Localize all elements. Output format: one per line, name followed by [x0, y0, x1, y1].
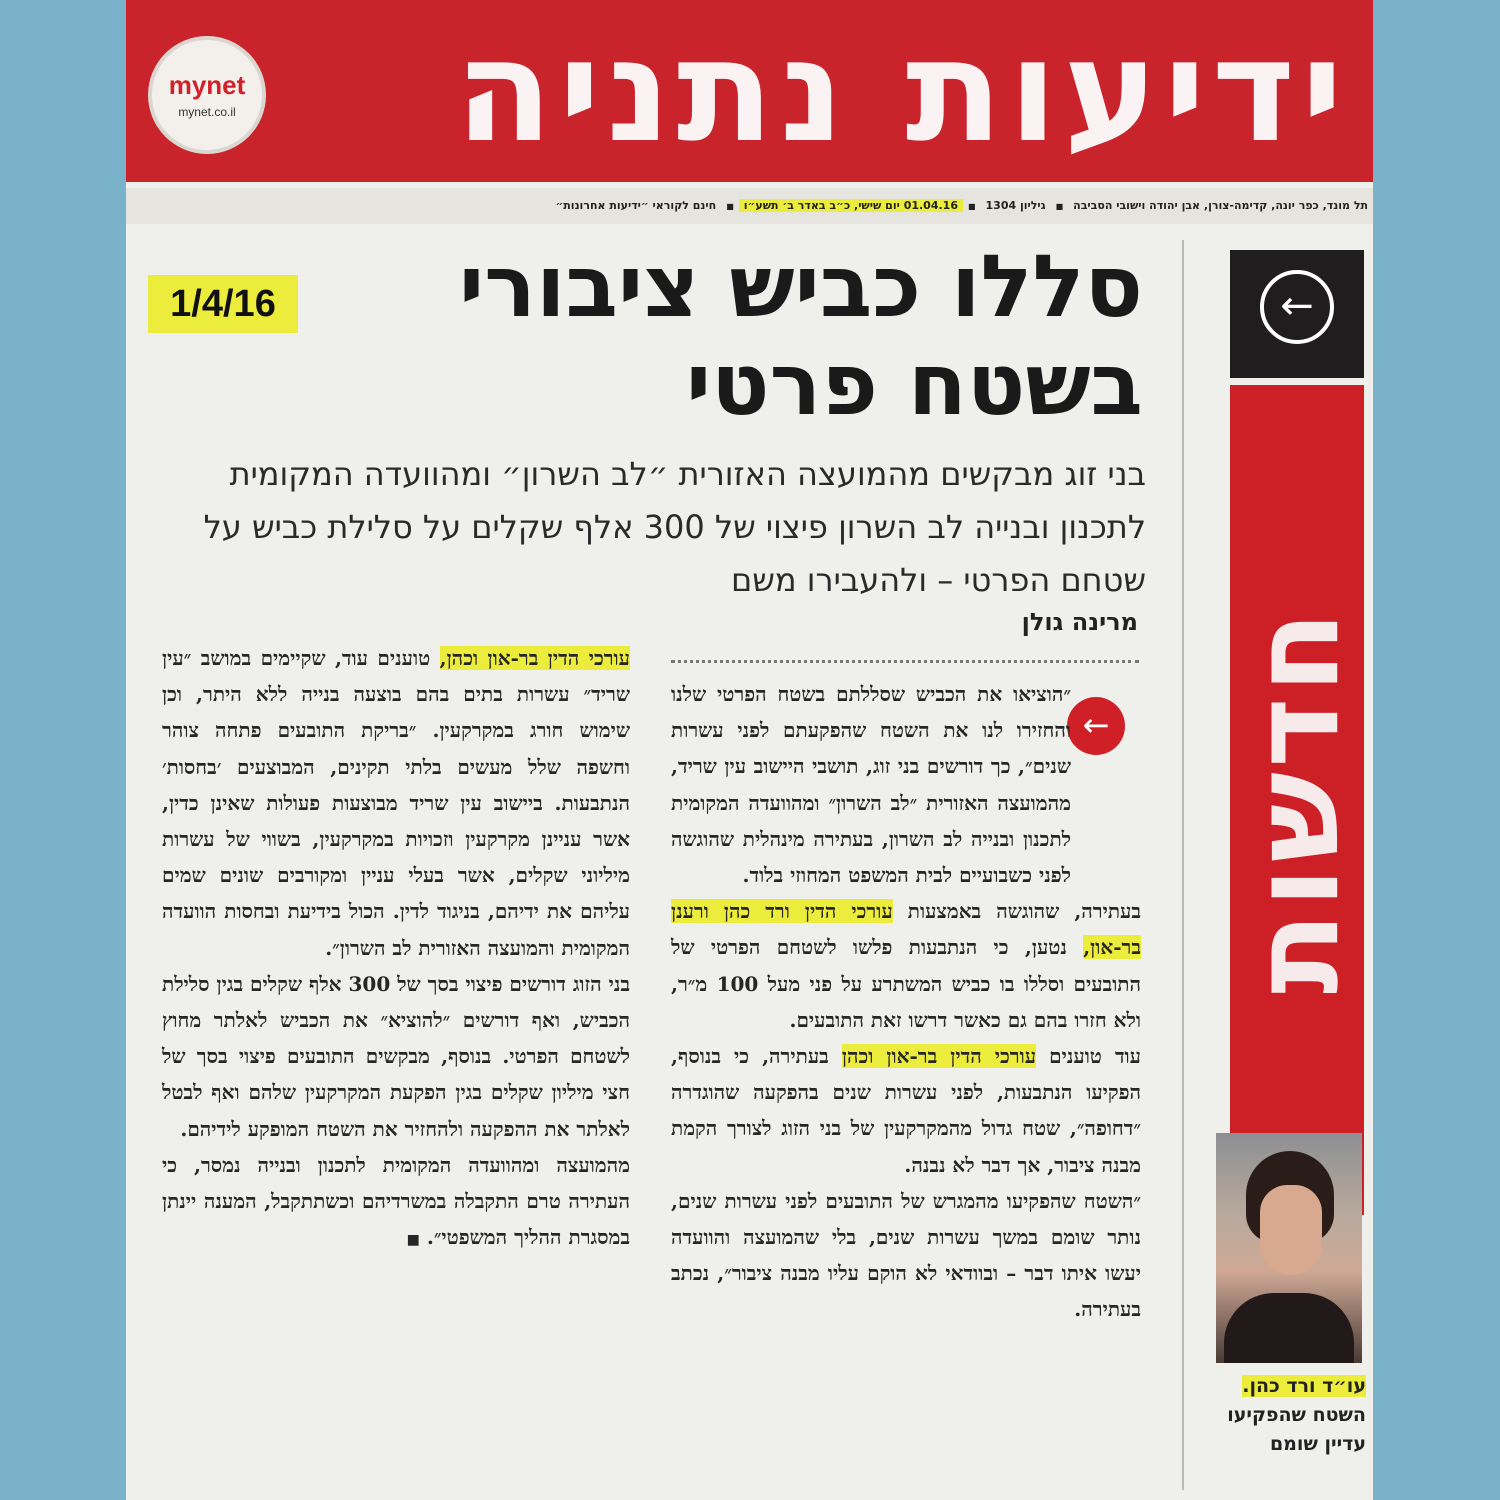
photo-caption: [1226, 1372, 1366, 1459]
headline-line-1: סללו כביש ציבורי: [458, 237, 1143, 337]
author-byline: מרינה גולן: [1021, 608, 1138, 636]
lawyers-highlight: עורכי הדין בר-און וכהן,: [439, 646, 630, 670]
masthead: [126, 0, 1373, 182]
caption-highlight: עו״ד ורד כהן.: [1242, 1375, 1366, 1397]
dateline-free: חינם לקוראי ״ידיעות אחרונות״: [555, 199, 717, 212]
paragraph: בעתירה, שהוגשה באמצעות עורכי הדין ורד כהן ורענן בר-און, נטען, כי הנתבעות פלשו לשטחם הפרטי של התובעים וסללו בו כביש המשתרע על פני מעל 100 מ״ר, ולא חזרו בהם גם כאשר דרשו זאת התובעים.: [671, 899, 1142, 1032]
article-headline: [243, 238, 1143, 434]
end-mark: ■: [406, 1232, 420, 1249]
lawyers-highlight: עורכי הדין בר-און וכהן: [841, 1044, 1037, 1069]
lawyer-photo: [1216, 1133, 1362, 1363]
paragraph: בני הזוג דורשים פיצוי בסך של 300 אלף שקלים בגין סלילת הכביש, ואף דורשים ״להוציא״ את הכביש לאלתר מחוץ לשטחם הפרטי. בנוסף, מבקשים התובעים פיצוי בסך של חצי מיליון שקלים בגין הפקעת המקרקעין שלהם ואף לבטל לאלתר את ההפקעה ולהחזיר את השטח המופקע לידיהם.: [162, 971, 630, 1141]
caption-text: השטח שהפקיעו עדיין שומם: [1227, 1404, 1366, 1455]
article-column-right: [671, 676, 1141, 1328]
sidebar-arrow-box: [1230, 250, 1364, 378]
logo-brand: mynet: [168, 70, 246, 100]
dateline-areas: תל מונד, כפר יונה, קדימה-צורן, אבן יהודה וישובי הסביבה: [1073, 199, 1368, 212]
dateline-issue: גיליון 1304: [985, 199, 1046, 212]
byline-dotted-rule: [671, 660, 1139, 663]
sidebar-section-band: [1227, 385, 1367, 1215]
mynet-logo: [152, 40, 262, 150]
lawyers-highlight: עורכי הדין ורד כהן ורענן בר-און,: [671, 899, 1141, 960]
paragraph: עוד טוענים עורכי הדין בר-און וכהן בעתירה, כי בנוסף, הפקיעו הנתבעות, לפני עשרות שנים בהפקעה שהוגדרה ״דחופה״, שטח גדול מהמקרקעין של בני הזוג לצורך הקמת מבנה ציבור, אך דבר לא נבנה.: [671, 1044, 1141, 1177]
section-label: חדשות: [1227, 606, 1367, 994]
date-highlight-badge: 1/4/16: [148, 275, 298, 333]
arrow-left-icon: ←: [1067, 697, 1125, 755]
article-column-left: [162, 640, 630, 1258]
dateline-bar: תל מונד, כפר יונה, קדימה-צורן, אבן יהודה וישובי הסביבה■גיליון 1304■01.04.16 יום שישי, כ״ב באדר ב׳ תשע״ו■חינם לקוראי ״ידיעות אחרונות״: [126, 188, 1373, 224]
headline-line-2: בשטח פרטי: [685, 335, 1143, 435]
paragraph: עורכי הדין בר-און וכהן, טוענים עוד, שקיימים במושב ״עין שריד״ עשרות בתים בהם בוצעה בנייה ללא היתר, וכן שימוש חורג במקרקעין. ״בריקת התובעים פתחה צוהר וחשפה שלל מעשים בלתי תקינים, המבוצעים ׳בחסות׳ הנתבעות. ביישוב עין שריד מבוצעות פעולות שאינן כדין, אשר עניינן מקרקעין וזכויות במקרקעין, בשווי של עשרות מיליוני שקלים, אשר בעלי עניין ומקורבים שונים שמים עליהם את ידיהם, בניגוד לדין. הכול בידיעת ובחסות הוועדה המקומית והמועצה האזורית לב השרון״.: [162, 646, 630, 960]
paragraph: ״הוציאו את הכביש שסללתם בשטח הפרטי שלנו והחזירו לנו את השטח שהפקעתם לפני עשרות שנים״, כך דורשים בני זוג, תושבי היישוב עין שריד, מהמועצה האזורית ״לב השרון״ ומהוועדה המקומית לתכנון ובנייה לב השרון, בעתירה מינהלית שהוגשה לפני כשבועיים לבית המשפט המחוזי בלוד.: [671, 682, 1071, 888]
arrow-left-icon: ←: [1260, 270, 1334, 344]
masthead-title: ידיעות נתניה: [455, 9, 1349, 174]
column-divider: [1182, 240, 1184, 1490]
logo-url: mynet.co.il: [178, 105, 236, 119]
newspaper-page: [126, 0, 1373, 1500]
dateline-date: 01.04.16 יום שישי, כ״ב באדר ב׳ תשע״ו: [739, 199, 963, 212]
paragraph: מהמועצה ומהוועדה המקומית לתכנון ובנייה נמסר, כי העתירה טרם התקבלה במשרדיהם וכשתתקבל, המענה יינתן במסגרת ההליך המשפטי״. ■: [162, 1152, 630, 1250]
article-subhead: בני זוג מבקשים מהמועצה האזורית ״לב השרון״ ומהוועדה המקומית לתכנון ובנייה לב השרון פיצוי של 300 אלף שקלים על סלילת כביש על שטחם הפרטי – ולהעבירו משם: [203, 455, 1146, 599]
paragraph: ״השטח שהפקיעו מהמגרש של התובעים לפני עשרות שנים, נותר שומם במשך עשרות שנים, בלי שהמועצה והוועדה יעשו איתו דבר – ובוודאי לא הוקם עליו מבנה ציבור״, נכתב בעתירה.: [671, 1188, 1141, 1322]
